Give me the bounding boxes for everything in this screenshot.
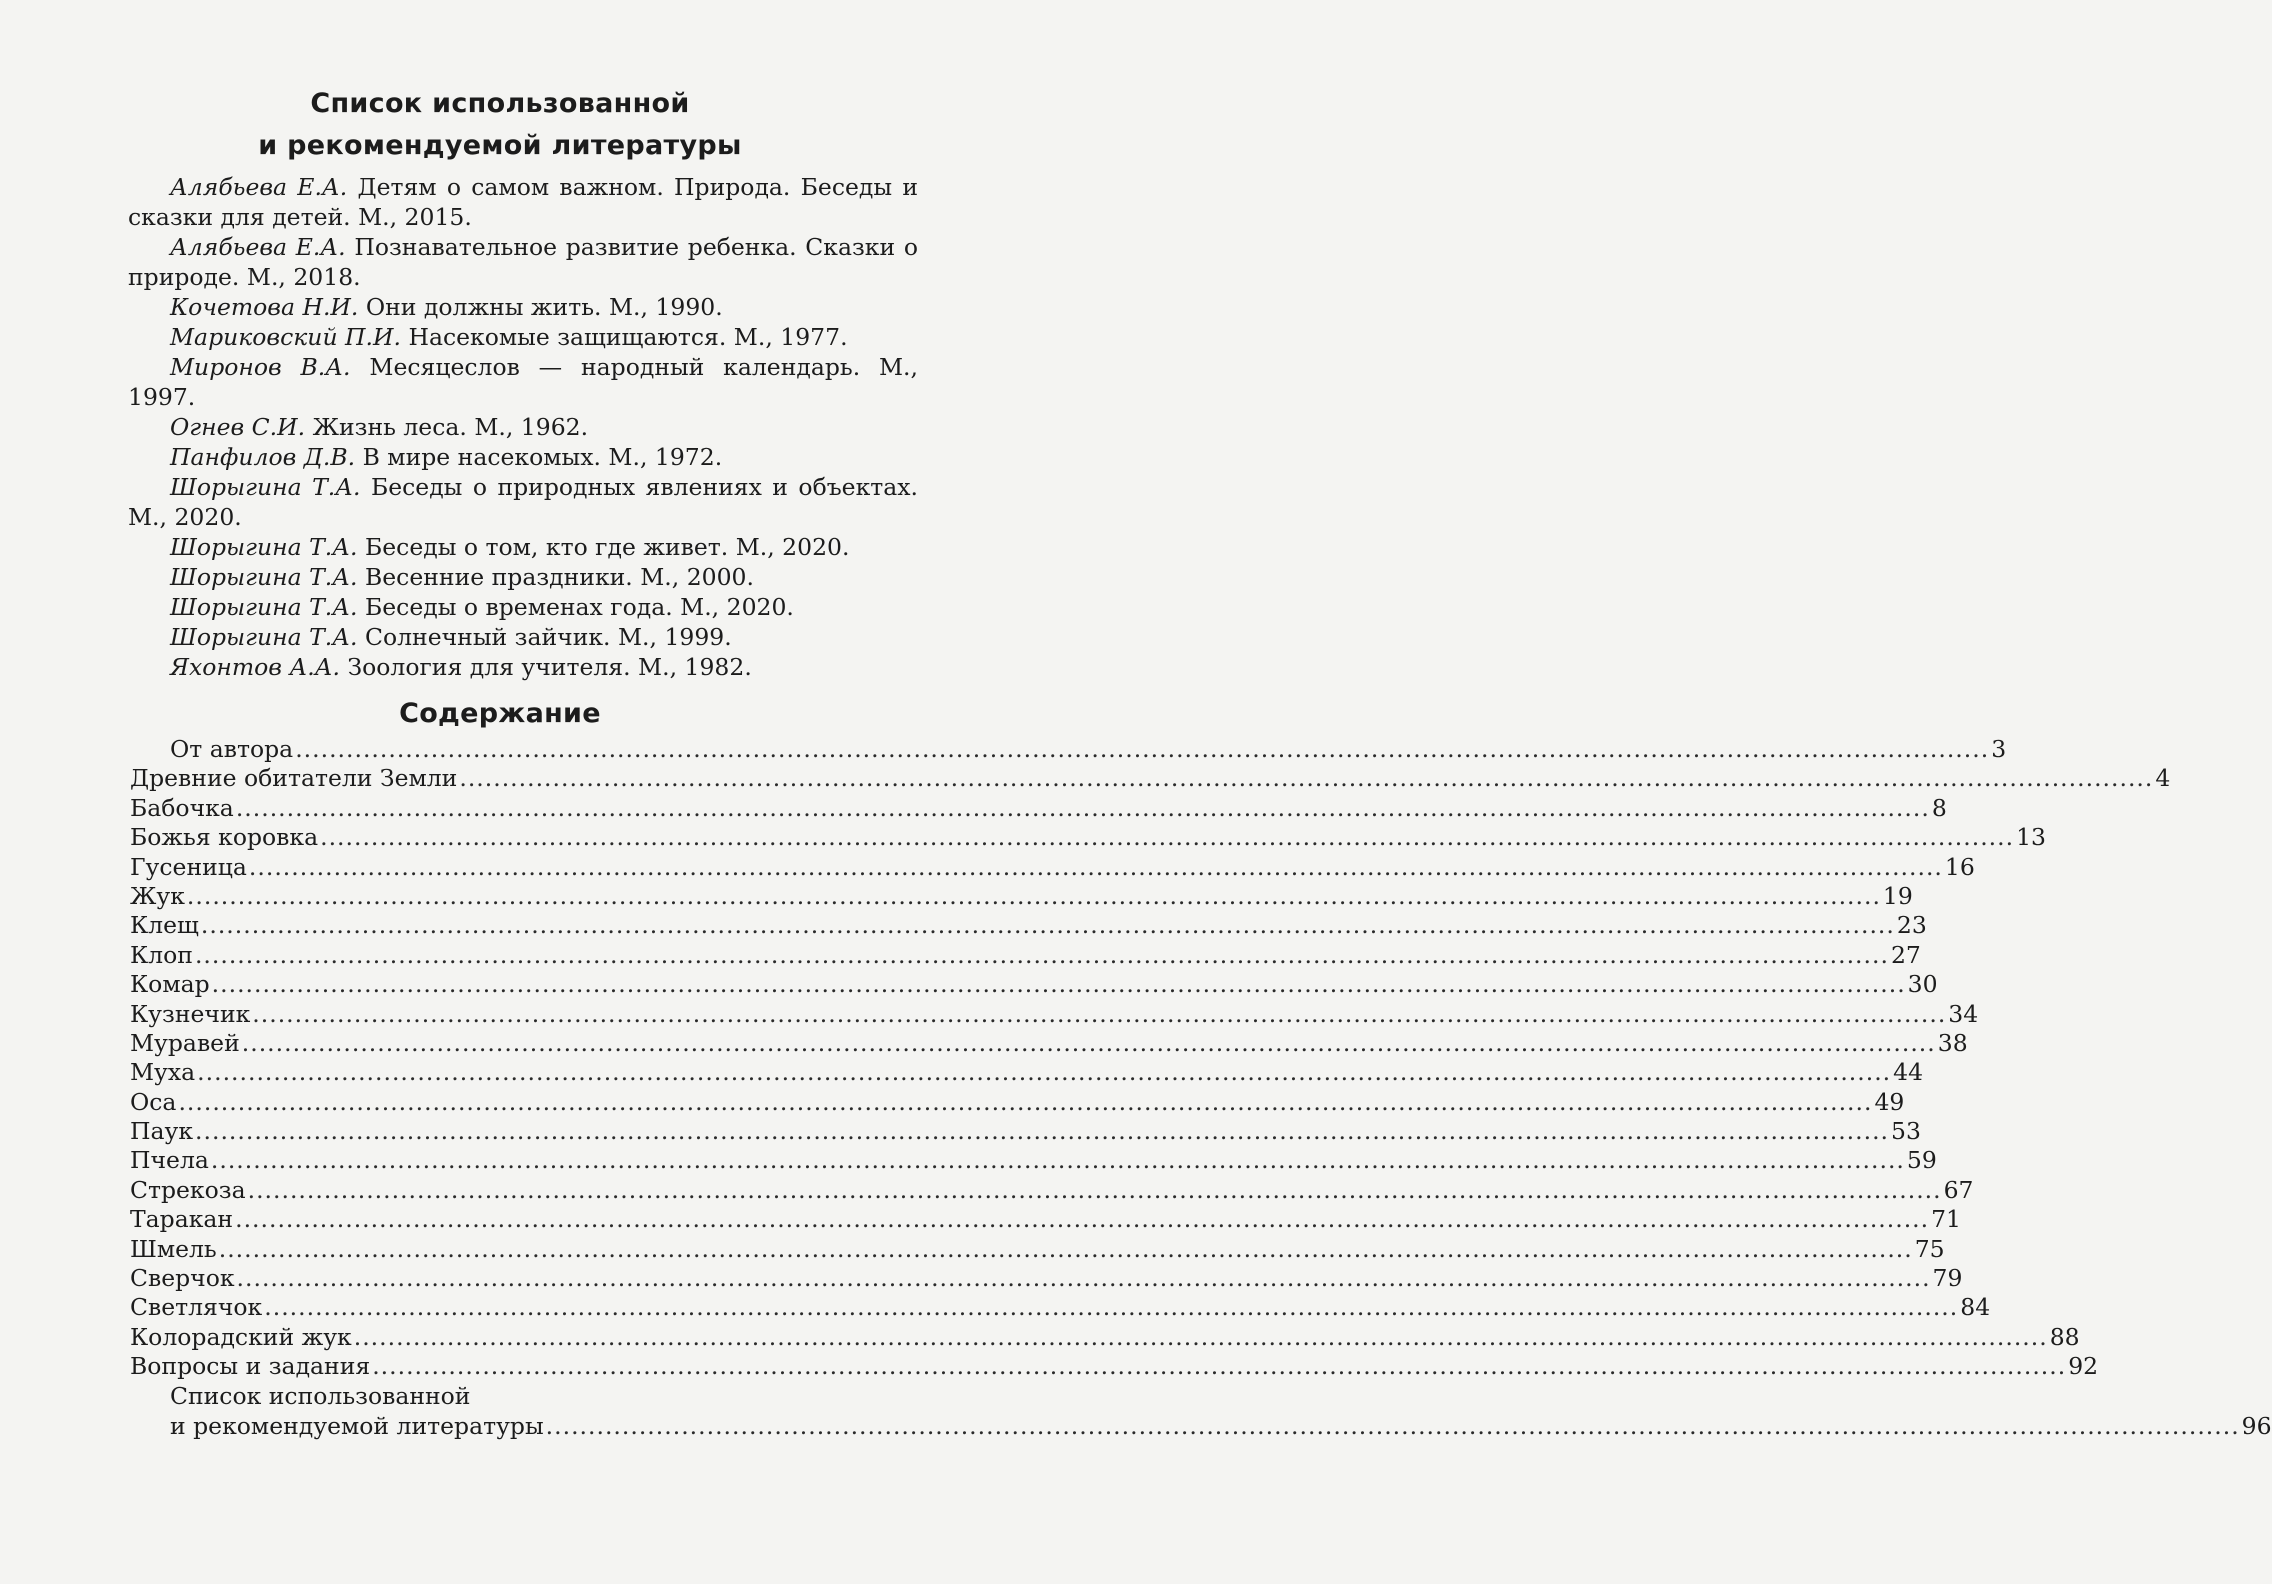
bibliography-entry xyxy=(128,232,918,292)
contents-item xyxy=(130,1028,1968,1058)
bibliography-entry-author: Панфилов Д.В. xyxy=(170,443,356,471)
bibliography-entry xyxy=(128,292,918,322)
contents-item xyxy=(130,1234,1945,1264)
bibliography-entry-text: Они должны жить. М., 1990. xyxy=(358,293,723,321)
contents-item xyxy=(130,940,1921,970)
contents-item-bibliography xyxy=(130,1381,2272,1442)
contents-item-leader: ........................................................................................................................................................................................................ xyxy=(545,1411,2240,1440)
contents-item xyxy=(130,1264,1963,1293)
bibliography-entry-text: Весенние праздники. М., 2000. xyxy=(357,563,754,591)
contents-item xyxy=(130,764,2171,793)
contents-item-leader: ........................................................................................................................................................................................................ xyxy=(252,999,1947,1028)
contents-item-page: 59 xyxy=(1906,1146,1937,1175)
contents-item xyxy=(130,1146,1937,1175)
bibliography-entry-author: Шорыгина Т.А. xyxy=(170,623,358,651)
contents-item-title: Кузнечик xyxy=(130,999,251,1028)
contents-item-page: 16 xyxy=(1944,852,1975,881)
contents-item-title-line2: и рекомендуемой литературы xyxy=(170,1411,544,1440)
contents-item-page: 13 xyxy=(2016,823,2046,852)
bibliography-entry xyxy=(128,172,918,232)
contents-item xyxy=(130,1058,1924,1087)
contents-item-page: 44 xyxy=(1893,1058,1924,1087)
contents-item-leader: ........................................................................................................................................................................................................ xyxy=(194,940,1889,969)
contents-item-page: 75 xyxy=(1914,1234,1945,1263)
contents-item-title: Пчела xyxy=(130,1146,209,1175)
contents-item-page: 79 xyxy=(1932,1264,1963,1293)
contents-item-title: Гусеница xyxy=(130,852,247,881)
contents-item xyxy=(130,970,1938,999)
contents-item-leader: ........................................................................................................................................................................................................ xyxy=(236,1264,1931,1293)
contents-item-page: 27 xyxy=(1890,940,1921,969)
bibliography-entry-text: Познавательное развитие ребенка. Сказки о природе. М., 2018. xyxy=(128,233,918,291)
bibliography-entry-author: Алябьева Е.А. xyxy=(170,233,346,261)
contents-list xyxy=(130,735,2272,1442)
contents-item-leader: ........................................................................................................................................................................................................ xyxy=(372,1352,2067,1381)
bibliography-entry-text: Жизнь леса. М., 1962. xyxy=(305,413,589,441)
contents-item-leader: ........................................................................................................................................................................................................ xyxy=(197,1058,1892,1087)
bibliography-entry-author: Яхонтов А.А. xyxy=(170,653,340,681)
contents-item-page: 49 xyxy=(1874,1087,1905,1116)
contents-item-leader: ........................................................................................................................................................................................................ xyxy=(247,1175,1942,1204)
contents-item xyxy=(130,999,1979,1029)
contents-item-title: Муха xyxy=(130,1058,196,1087)
contents-item-page: 92 xyxy=(2068,1352,2099,1381)
bibliography-entry xyxy=(128,652,918,682)
bibliography-entry-author: Кочетова Н.И. xyxy=(170,293,359,321)
contents-item-leader: ........................................................................................................................................................................................................ xyxy=(200,911,1895,940)
contents-item-page: 4 xyxy=(2155,764,2171,793)
contents-item-title: Клещ xyxy=(130,911,199,940)
contents-item-leader: ........................................................................................................................................................................................................ xyxy=(195,1117,1890,1146)
contents-item-page: 67 xyxy=(1943,1175,1974,1204)
contents-item xyxy=(130,1352,2099,1381)
contents-item-line2 xyxy=(170,1411,2272,1442)
contents-item-leader: ........................................................................................................................................................................................................ xyxy=(459,764,2154,793)
contents-item-title-line1: Список использованной xyxy=(170,1381,471,1410)
bibliography-entry xyxy=(128,352,918,412)
contents-item xyxy=(130,735,2007,764)
contents-item-title: Таракан xyxy=(130,1205,234,1234)
contents-item xyxy=(130,1322,2080,1352)
bibliography-entry xyxy=(128,562,918,592)
contents-item-title: Светлячок xyxy=(130,1293,263,1322)
contents-item-leader: ........................................................................................................................................................................................................ xyxy=(353,1322,2048,1351)
bibliography-entry-text: Беседы о временах года. М., 2020. xyxy=(357,593,794,621)
bibliography-entry xyxy=(128,622,918,652)
contents-item-title: Клоп xyxy=(130,940,193,969)
contents-item-title: Муравей xyxy=(130,1028,240,1057)
contents-item xyxy=(130,1293,1991,1322)
contents-item-title: Вопросы и задания xyxy=(130,1352,371,1381)
contents-item-page: 96 xyxy=(2241,1411,2272,1440)
contents-item-title: Оса xyxy=(130,1087,177,1116)
contents-item-leader: ........................................................................................................................................................................................................ xyxy=(248,852,1943,881)
contents-item-title: Паук xyxy=(130,1117,194,1146)
contents-item-title: Сверчок xyxy=(130,1264,235,1293)
contents-item-title: Бабочка xyxy=(130,793,234,822)
contents-item-leader: ........................................................................................................................................................................................................ xyxy=(320,823,2015,852)
contents-item-leader: ........................................................................................................................................................................................................ xyxy=(241,1028,1936,1057)
bibliography-entry xyxy=(128,472,918,532)
contents-item-leader: ........................................................................................................................................................................................................ xyxy=(264,1293,1959,1322)
bibliography-title-line1: Список использованной xyxy=(310,88,690,119)
bibliography-entry-author: Мариковский П.И. xyxy=(170,323,401,351)
bibliography-entry xyxy=(128,322,918,352)
bibliography-entry-text: Зоология для учителя. М., 1982. xyxy=(339,653,752,681)
contents-item-leader: ........................................................................................................................................................................................................ xyxy=(178,1087,1873,1116)
bibliography-entry xyxy=(128,592,918,622)
bibliography-entry-text: В мире насекомых. М., 1972. xyxy=(355,443,723,471)
contents-item-leader: ........................................................................................................................................................................................................ xyxy=(235,1205,1930,1234)
bibliography-list xyxy=(128,172,918,682)
contents-item xyxy=(130,1117,1921,1146)
contents-item xyxy=(130,881,1913,911)
bibliography-entry-text: Насекомые защищаются. М., 1977. xyxy=(400,323,848,351)
contents-item-title: Комар xyxy=(130,970,210,999)
bibliography-entry-text: Беседы о природных явлениях и объектах. М., 2020. xyxy=(128,473,918,531)
contents-item-title: Шмель xyxy=(130,1234,217,1263)
bibliography-entry-author: Шорыгина Т.А. xyxy=(170,473,361,501)
contents-item-page: 30 xyxy=(1907,970,1938,999)
contents-item-title: Колорадский жук xyxy=(130,1322,352,1351)
contents-item-title: Божья коровка xyxy=(130,823,319,852)
contents-item-title: От автора xyxy=(170,735,294,763)
contents-item-leader: ........................................................................................................................................................................................................ xyxy=(211,970,1906,999)
bibliography-entry-author: Шорыгина Т.А. xyxy=(170,533,358,561)
bibliography-entry-text: Солнечный зайчик. М., 1999. xyxy=(357,623,732,651)
bibliography-entry xyxy=(128,412,918,442)
contents-item xyxy=(130,911,1927,940)
contents-item-page: 23 xyxy=(1896,911,1927,940)
bibliography-entry-author: Шорыгина Т.А. xyxy=(170,563,358,591)
contents-item-title: Древние обитатели Земли xyxy=(130,764,458,793)
contents-item xyxy=(130,1087,1905,1117)
contents-item-leader: ........................................................................................................................................................................................................ xyxy=(210,1146,1905,1175)
contents-item xyxy=(130,1205,1962,1234)
contents-item xyxy=(130,1175,1974,1205)
bibliography-entry xyxy=(128,442,918,472)
bibliography-entry-text: Месяцеслов — народный календарь. М., 1997. xyxy=(128,353,918,411)
contents-item-page: 71 xyxy=(1931,1205,1962,1234)
contents-item-title: Жук xyxy=(130,881,185,910)
contents-item-leader: ........................................................................................................................................................................................................ xyxy=(218,1234,1913,1263)
contents-item xyxy=(130,793,1947,823)
contents-item-page: 34 xyxy=(1948,999,1979,1028)
contents-item-page: 3 xyxy=(1991,735,2007,763)
contents-item-leader: ........................................................................................................................................................................................................ xyxy=(295,735,1990,763)
contents-item xyxy=(130,823,2046,852)
contents-item-leader: ........................................................................................................................................................................................................ xyxy=(186,881,1881,910)
bibliography-entry-text: Беседы о том, кто где живет. М., 2020. xyxy=(357,533,850,561)
contents-title: Содержание xyxy=(399,698,601,729)
contents-item-page: 8 xyxy=(1931,793,1947,822)
bibliography-title-line2: и рекомендуемой литературы xyxy=(258,130,742,161)
bibliography-entry-author: Миронов В.А. xyxy=(170,353,351,381)
bibliography-entry xyxy=(128,532,918,562)
contents-item-title: Стрекоза xyxy=(130,1175,246,1204)
contents-item-page: 53 xyxy=(1891,1117,1921,1146)
contents-item-page: 88 xyxy=(2049,1322,2080,1351)
bibliography-entry-text: Детям о самом важном. Природа. Беседы и сказки для детей. М., 2015. xyxy=(128,173,918,231)
contents-item-page: 84 xyxy=(1960,1293,1991,1322)
contents-item-leader: ........................................................................................................................................................................................................ xyxy=(235,793,1930,822)
contents-item-page: 19 xyxy=(1882,881,1913,910)
bibliography-entry-author: Алябьева Е.А. xyxy=(170,173,348,201)
contents-item-page: 38 xyxy=(1937,1028,1968,1057)
contents-item xyxy=(130,852,1975,882)
bibliography-entry-author: Огнев С.И. xyxy=(170,413,306,441)
bibliography-entry-author: Шорыгина Т.А. xyxy=(170,593,358,621)
